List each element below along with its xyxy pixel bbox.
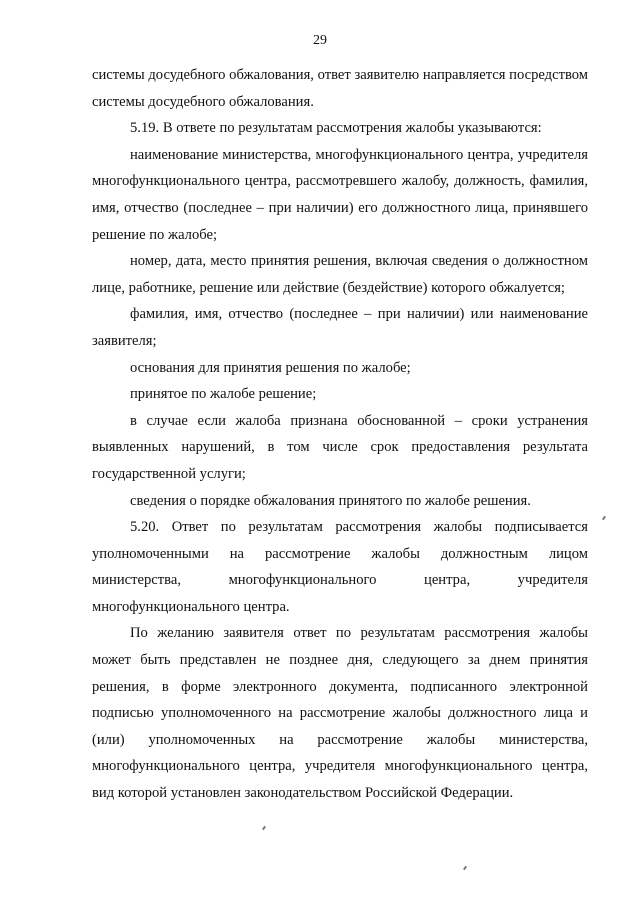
scan-speck bbox=[463, 866, 467, 870]
paragraph-applicant-name: фамилия, имя, отчество (последнее – при наличии) или наименование заявителя; bbox=[92, 306, 588, 349]
paragraph-appeal-procedure: сведения о порядке обжалования принятого по жалобе решения. bbox=[130, 492, 531, 509]
paragraph-appeal-system: системы досудебного обжалования, ответ заявителю направляется посредством системы досудебного обжалования. bbox=[92, 67, 588, 110]
document-body bbox=[92, 62, 588, 807]
paragraph-decision-taken: принятое по жалобе решение; bbox=[130, 386, 317, 403]
scan-speck bbox=[262, 826, 266, 830]
paragraph-decision-grounds: основания для принятия решения по жалобе; bbox=[130, 359, 411, 376]
paragraph-decision-number: номер, дата, место принятия решения, включая сведения о должностном лице, работнике, решение или действие (бездействие) которого обжалуется; bbox=[92, 253, 588, 296]
paragraph-justified-complaint: в случае если жалоба признана обоснованной – сроки устранения выявленных нарушений, в том числе срок предоставления результата государственной услуги; bbox=[92, 412, 588, 482]
paragraph-electronic-response: По желанию заявителя ответ по результатам рассмотрения жалобы может быть представлен не позднее дня, следующего за днем принятия решения, в форме электронного документа, подписанного электронной подписью уполномоченного на рассмотрение жалобы должностного лица и (или) уполномоченных на рассмотрение жалобы министерства, многофункционального центра, учредителя многофункционального центра, вид которой установлен законодательством Российской Федерации. bbox=[92, 625, 588, 802]
page-number: 29 bbox=[313, 33, 327, 48]
paragraph-ministry-name: наименование министерства, многофункционального центра, учредителя многофункционального центра, рассмотревшего жалобу, должность, фамилия, имя, отчество (последнее – при наличии) его должностного лица, принявшего решение по жалобе; bbox=[92, 146, 588, 243]
paragraph-5-20-signature: 5.20. Ответ по результатам рассмотрения жалобы подписывается уполномоченными на рассмотрение жалобы должностным лицом министерства, многофункционального центра, учредителя многофункционального центра. bbox=[92, 519, 588, 615]
scan-speck bbox=[602, 516, 606, 520]
paragraph-5-19-heading: 5.19. В ответе по результатам рассмотрения жалобы указываются: bbox=[130, 120, 542, 137]
